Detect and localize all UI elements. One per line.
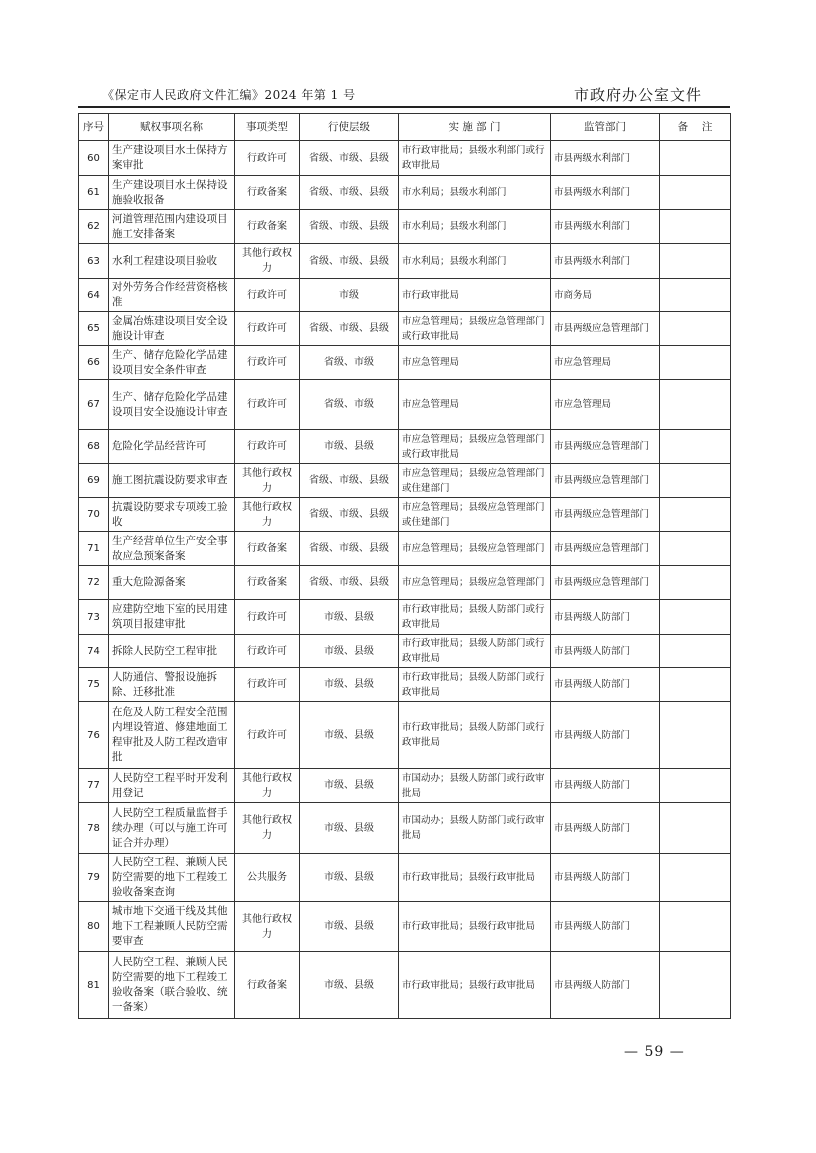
cell-item-type: 行政许可: [235, 635, 300, 668]
table-row: [79, 635, 731, 668]
cell-implementing-dept: 市行政审批局；县级人防部门或行政审批局: [399, 600, 551, 635]
header-divider: [78, 106, 730, 108]
cell-item-type: 其他行政权力: [235, 902, 300, 952]
cell-remarks: [660, 244, 731, 279]
cell-index: 74: [79, 635, 109, 668]
table-row: [79, 380, 731, 430]
cell-item-type: 行政备案: [235, 210, 300, 244]
cell-implementing-dept: 市应急管理局；县级应急管理部门或行政审批局: [399, 312, 551, 346]
cell-item-type: 行政许可: [235, 312, 300, 346]
cell-supervising-dept: 市县两级应急管理部门: [551, 566, 660, 600]
cell-remarks: [660, 803, 731, 854]
cell-item-type: 其他行政权力: [235, 769, 300, 803]
table-row: [79, 769, 731, 803]
cell-remarks: [660, 532, 731, 566]
cell-index: 81: [79, 952, 109, 1019]
table-row: [79, 902, 731, 952]
cell-remarks: [660, 430, 731, 464]
table-row: [79, 600, 731, 635]
cell-item-type: 行政备案: [235, 952, 300, 1019]
cell-remarks: [660, 952, 731, 1019]
cell-level: 市级、县级: [300, 635, 399, 668]
cell-level: 省级、市级、县级: [300, 464, 399, 498]
cell-implementing-dept: 市水利局；县级水利部门: [399, 176, 551, 210]
cell-supervising-dept: 市县两级人防部门: [551, 803, 660, 854]
cell-level: 省级、市级、县级: [300, 141, 399, 176]
cell-remarks: [660, 854, 731, 902]
column-header-item-type: 事项类型: [235, 114, 300, 141]
cell-item-name: 生产、储存危险化学品建设项目安全设施设计审查: [109, 380, 235, 430]
cell-index: 71: [79, 532, 109, 566]
cell-remarks: [660, 176, 731, 210]
cell-item-type: 行政许可: [235, 702, 300, 769]
cell-implementing-dept: 市应急管理局；县级应急管理部门: [399, 532, 551, 566]
cell-remarks: [660, 635, 731, 668]
cell-level: 市级、县级: [300, 702, 399, 769]
cell-item-type: 行政许可: [235, 430, 300, 464]
cell-index: 61: [79, 176, 109, 210]
table-row: [79, 244, 731, 279]
cell-implementing-dept: 市行政审批局；县级水利部门或行政审批局: [399, 141, 551, 176]
cell-level: 省级、市级: [300, 380, 399, 430]
cell-implementing-dept: 市国动办；县级人防部门或行政审批局: [399, 803, 551, 854]
table-row: [79, 464, 731, 498]
cell-item-name: 拆除人民防空工程审批: [109, 635, 235, 668]
cell-item-name: 重大危险源备案: [109, 566, 235, 600]
cell-item-name: 危险化学品经营许可: [109, 430, 235, 464]
cell-item-type: 其他行政权力: [235, 464, 300, 498]
cell-implementing-dept: 市国动办；县级人防部门或行政审批局: [399, 769, 551, 803]
cell-remarks: [660, 769, 731, 803]
cell-item-name: 城市地下交通干线及其他地下工程兼顾人民防空需要审查: [109, 902, 235, 952]
cell-item-name: 河道管理范围内建设项目施工安排备案: [109, 210, 235, 244]
table-row: [79, 141, 731, 176]
cell-item-name: 应建防空地下室的民用建筑项目报建审批: [109, 600, 235, 635]
cell-supervising-dept: 市县两级水利部门: [551, 141, 660, 176]
column-header-implementing-dept: 实 施 部 门: [399, 114, 551, 141]
cell-supervising-dept: 市县两级应急管理部门: [551, 532, 660, 566]
cell-level: 市级、县级: [300, 902, 399, 952]
cell-remarks: [660, 210, 731, 244]
cell-level: 市级、县级: [300, 430, 399, 464]
cell-item-type: 其他行政权力: [235, 803, 300, 854]
cell-level: 省级、市级、县级: [300, 176, 399, 210]
cell-item-name: 在危及人防工程安全范围内埋设管道、修建地面工程审批及人防工程改造审批: [109, 702, 235, 769]
cell-implementing-dept: 市应急管理局: [399, 380, 551, 430]
cell-level: 省级、市级、县级: [300, 498, 399, 532]
cell-level: 市级、县级: [300, 668, 399, 702]
cell-item-type: 行政备案: [235, 176, 300, 210]
cell-supervising-dept: 市应急管理局: [551, 346, 660, 380]
table-row: [79, 668, 731, 702]
cell-implementing-dept: 市行政审批局；县级人防部门或行政审批局: [399, 702, 551, 769]
cell-implementing-dept: 市行政审批局；县级行政审批局: [399, 854, 551, 902]
cell-index: 65: [79, 312, 109, 346]
cell-item-type: 行政备案: [235, 566, 300, 600]
cell-item-type: 行政许可: [235, 600, 300, 635]
cell-supervising-dept: 市县两级应急管理部门: [551, 430, 660, 464]
table-row: [79, 952, 731, 1019]
cell-index: 80: [79, 902, 109, 952]
cell-index: 60: [79, 141, 109, 176]
table-row: [79, 176, 731, 210]
cell-remarks: [660, 279, 731, 312]
cell-implementing-dept: 市应急管理局；县级应急管理部门或住建部门: [399, 464, 551, 498]
cell-level: 市级、县级: [300, 600, 399, 635]
cell-index: 77: [79, 769, 109, 803]
cell-index: 69: [79, 464, 109, 498]
cell-index: 67: [79, 380, 109, 430]
cell-item-name: 人民防空工程质量监督手续办理（可以与施工许可证合并办理）: [109, 803, 235, 854]
document-series-title: 《保定市人民政府文件汇编》2024 年第 1 号: [102, 88, 356, 102]
cell-item-type: 其他行政权力: [235, 244, 300, 279]
cell-level: 市级、县级: [300, 952, 399, 1019]
cell-item-name: 对外劳务合作经营资格核准: [109, 279, 235, 312]
column-header-index: 序号: [79, 114, 109, 141]
cell-level: 市级、县级: [300, 854, 399, 902]
cell-index: 75: [79, 668, 109, 702]
cell-item-type: 行政许可: [235, 279, 300, 312]
table-row: [79, 312, 731, 346]
cell-item-name: 金属冶炼建设项目安全设施设计审查: [109, 312, 235, 346]
cell-index: 79: [79, 854, 109, 902]
cell-supervising-dept: 市商务局: [551, 279, 660, 312]
cell-implementing-dept: 市应急管理局；县级应急管理部门或行政审批局: [399, 430, 551, 464]
cell-index: 72: [79, 566, 109, 600]
cell-item-name: 人防通信、警报设施拆除、迁移批准: [109, 668, 235, 702]
issuer-label: 市政府办公室文件: [574, 86, 703, 104]
table-row: [79, 346, 731, 380]
cell-index: 70: [79, 498, 109, 532]
cell-supervising-dept: 市县两级水利部门: [551, 176, 660, 210]
table-row: [79, 566, 731, 600]
cell-index: 68: [79, 430, 109, 464]
cell-item-name: 水利工程建设项目验收: [109, 244, 235, 279]
table-body: [79, 141, 731, 1019]
table-row: [79, 279, 731, 312]
column-header-item-name: 赋权事项名称: [109, 114, 235, 141]
cell-level: 省级、市级、县级: [300, 312, 399, 346]
table-row: [79, 803, 731, 854]
cell-remarks: [660, 464, 731, 498]
cell-item-name: 生产建设项目水土保持方案审批: [109, 141, 235, 176]
cell-item-name: 生产建设项目水土保持设施验收报备: [109, 176, 235, 210]
cell-supervising-dept: 市县两级人防部门: [551, 668, 660, 702]
cell-supervising-dept: 市县两级应急管理部门: [551, 464, 660, 498]
cell-supervising-dept: 市县两级应急管理部门: [551, 498, 660, 532]
cell-level: 省级、市级: [300, 346, 399, 380]
cell-supervising-dept: 市县两级水利部门: [551, 210, 660, 244]
cell-level: 省级、市级、县级: [300, 532, 399, 566]
table-row: [79, 210, 731, 244]
cell-remarks: [660, 902, 731, 952]
cell-item-type: 行政许可: [235, 346, 300, 380]
cell-item-type: 行政许可: [235, 380, 300, 430]
cell-item-type: 其他行政权力: [235, 498, 300, 532]
cell-item-name: 人民防空工程、兼顾人民防空需要的地下工程竣工验收备案查询: [109, 854, 235, 902]
cell-item-type: 行政许可: [235, 141, 300, 176]
table-row: [79, 854, 731, 902]
cell-implementing-dept: 市水利局；县级水利部门: [399, 210, 551, 244]
cell-level: 市级: [300, 279, 399, 312]
table-row: [79, 430, 731, 464]
cell-item-type: 公共服务: [235, 854, 300, 902]
cell-implementing-dept: 市行政审批局；县级人防部门或行政审批局: [399, 635, 551, 668]
cell-index: 76: [79, 702, 109, 769]
cell-item-name: 生产、储存危险化学品建设项目安全条件审查: [109, 346, 235, 380]
cell-supervising-dept: 市县两级人防部门: [551, 600, 660, 635]
cell-implementing-dept: 市行政审批局: [399, 279, 551, 312]
cell-remarks: [660, 600, 731, 635]
cell-supervising-dept: 市县两级人防部门: [551, 902, 660, 952]
cell-item-type: 行政许可: [235, 668, 300, 702]
cell-item-name: 抗震设防要求专项竣工验收: [109, 498, 235, 532]
cell-item-type: 行政备案: [235, 532, 300, 566]
page-number: — 59 —: [624, 1044, 685, 1060]
cell-level: 省级、市级、县级: [300, 244, 399, 279]
cell-supervising-dept: 市县两级人防部门: [551, 635, 660, 668]
table-row: [79, 702, 731, 769]
cell-remarks: [660, 702, 731, 769]
cell-supervising-dept: 市县两级人防部门: [551, 702, 660, 769]
column-header-supervising-dept: 监管部门: [551, 114, 660, 141]
cell-index: 64: [79, 279, 109, 312]
cell-item-name: 生产经营单位生产安全事故应急预案备案: [109, 532, 235, 566]
cell-remarks: [660, 346, 731, 380]
cell-implementing-dept: 市应急管理局；县级应急管理部门或住建部门: [399, 498, 551, 532]
column-header-remarks: 备 注: [660, 114, 731, 141]
cell-remarks: [660, 498, 731, 532]
cell-level: 省级、市级、县级: [300, 210, 399, 244]
cell-item-name: 人民防空工程平时开发利用登记: [109, 769, 235, 803]
cell-index: 63: [79, 244, 109, 279]
cell-index: 62: [79, 210, 109, 244]
cell-supervising-dept: 市县两级应急管理部门: [551, 312, 660, 346]
cell-supervising-dept: 市县两级人防部门: [551, 769, 660, 803]
cell-implementing-dept: 市行政审批局；县级行政审批局: [399, 952, 551, 1019]
cell-implementing-dept: 市应急管理局；县级应急管理部门: [399, 566, 551, 600]
cell-level: 市级、县级: [300, 803, 399, 854]
cell-supervising-dept: 市应急管理局: [551, 380, 660, 430]
cell-item-name: 人民防空工程、兼顾人民防空需要的地下工程竣工验收备案（联合验收、统一备案）: [109, 952, 235, 1019]
cell-remarks: [660, 668, 731, 702]
table-header-row: [79, 114, 731, 141]
cell-level: 省级、市级、县级: [300, 566, 399, 600]
table-row: [79, 532, 731, 566]
cell-remarks: [660, 312, 731, 346]
cell-implementing-dept: 市应急管理局: [399, 346, 551, 380]
table-row: [79, 498, 731, 532]
cell-supervising-dept: 市县两级水利部门: [551, 244, 660, 279]
cell-remarks: [660, 380, 731, 430]
cell-remarks: [660, 141, 731, 176]
cell-level: 市级、县级: [300, 769, 399, 803]
cell-supervising-dept: 市县两级人防部门: [551, 854, 660, 902]
cell-index: 78: [79, 803, 109, 854]
cell-supervising-dept: 市县两级人防部门: [551, 952, 660, 1019]
cell-item-name: 施工图抗震设防要求审查: [109, 464, 235, 498]
cell-implementing-dept: 市行政审批局；县级行政审批局: [399, 902, 551, 952]
cell-implementing-dept: 市行政审批局；县级人防部门或行政审批局: [399, 668, 551, 702]
column-header-level: 行使层级: [300, 114, 399, 141]
authority-items-table: [78, 113, 731, 1019]
cell-index: 66: [79, 346, 109, 380]
cell-index: 73: [79, 600, 109, 635]
cell-remarks: [660, 566, 731, 600]
cell-implementing-dept: 市水利局；县级水利部门: [399, 244, 551, 279]
